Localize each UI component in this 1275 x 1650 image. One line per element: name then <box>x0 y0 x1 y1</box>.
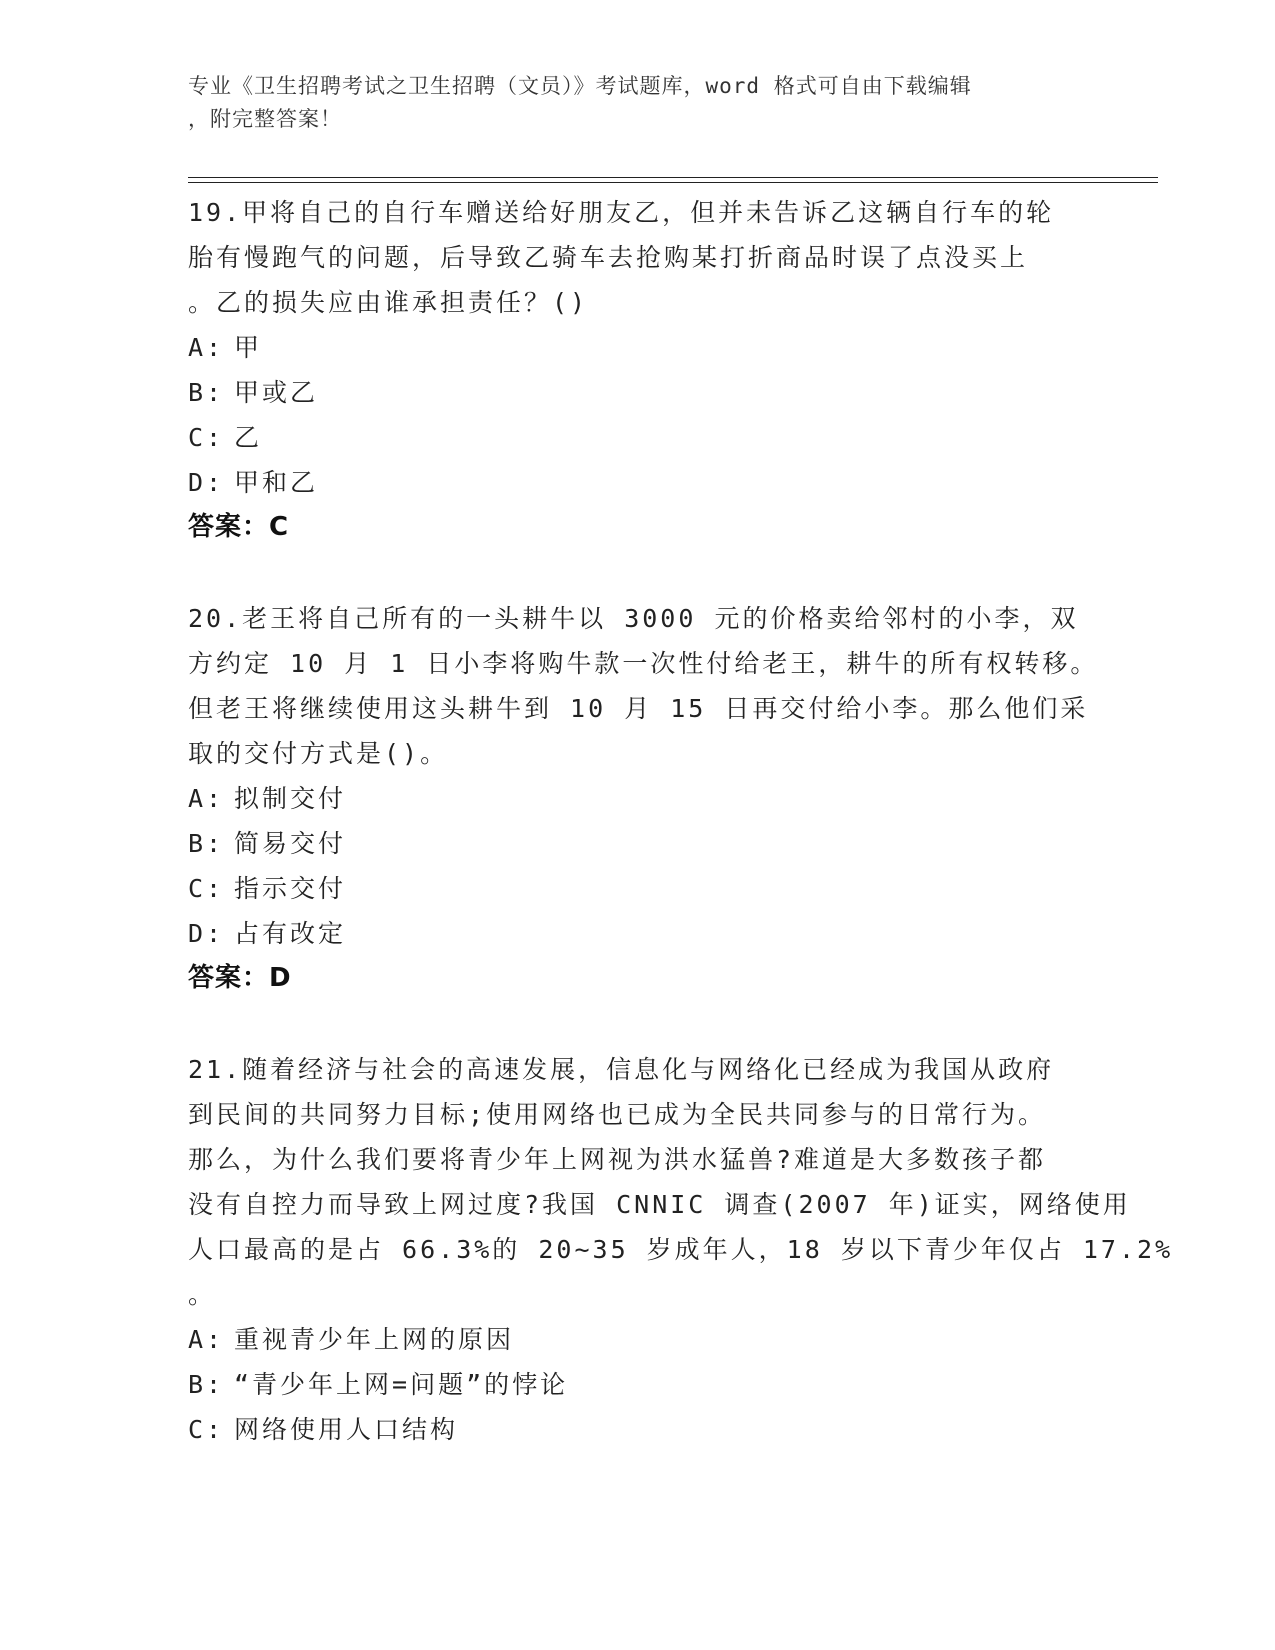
question-spacer <box>188 1001 1088 1047</box>
question-text-line: 21.随着经济与社会的高速发展，信息化与网络化已经成为我国从政府 <box>188 1055 1055 1084</box>
question-text-line: 。乙的损失应由谁承担责任？() <box>188 288 589 317</box>
option-text: 简易交付 <box>234 829 347 858</box>
option-text: 甲 <box>234 333 263 362</box>
question-text-line: 胎有慢跑气的问题，后导致乙骑车去抢购某打折商品时误了点没买上 <box>188 243 1029 272</box>
option-letter: B: <box>188 829 225 858</box>
option-letter: C: <box>188 1415 225 1444</box>
option-letter: B: <box>188 1370 225 1399</box>
header-line-1: 专业《卫生招聘考试之卫生招聘（文员）》考试题库，word 格式可自由下载编辑 <box>188 74 972 98</box>
option-c <box>188 1407 1088 1452</box>
option-b <box>188 1362 1088 1407</box>
header-line-2: ，附完整答案！ <box>188 107 342 131</box>
option-text: 指示交付 <box>234 874 347 903</box>
header-divider-top <box>188 177 1158 178</box>
option-text: 占有改定 <box>234 919 347 948</box>
question-21 <box>188 1047 1174 1452</box>
question-20 <box>188 596 1099 1001</box>
option-b <box>188 370 1088 415</box>
answer-label: 答案：D <box>188 963 292 993</box>
option-letter: A: <box>188 784 225 813</box>
option-letter: D: <box>188 919 225 948</box>
option-text: 甲或乙 <box>234 378 319 407</box>
question-text-line: 19.甲将自己的自行车赠送给好朋友乙，但并未告诉乙这辆自行车的轮 <box>188 198 1055 227</box>
header-divider-bottom <box>188 182 1158 183</box>
option-letter: B: <box>188 378 225 407</box>
option-text: 甲和乙 <box>234 468 319 497</box>
question-text-line: 。 <box>188 1280 217 1309</box>
option-c <box>188 866 1088 911</box>
question-text-line: 没有自控力而导致上网过度?我国 CNNIC 调查(2007 年)证实，网络使用 <box>188 1190 1131 1219</box>
option-letter: A: <box>188 1325 225 1354</box>
question-text-line: 人口最高的是占 66.3%的 20~35 岁成年人，18 岁以下青少年仅占 17.2% <box>188 1235 1174 1264</box>
option-a <box>188 776 1088 821</box>
answer-label: 答案：C <box>188 512 290 542</box>
option-a <box>188 1317 1088 1362</box>
option-d <box>188 460 1088 505</box>
question-spacer <box>188 550 1088 596</box>
question-text-line: 取的交付方式是()。 <box>188 739 449 768</box>
option-text: 拟制交付 <box>234 784 347 813</box>
option-a <box>188 325 1088 370</box>
question-text-line: 20.老王将自己所有的一头耕牛以 3000 元的价格卖给邻村的小李，双 <box>188 604 1079 633</box>
option-text: 网络使用人口结构 <box>234 1415 459 1444</box>
option-text: “青少年上网=问题”的悖论 <box>234 1370 569 1399</box>
option-letter: A: <box>188 333 225 362</box>
option-c <box>188 415 1088 460</box>
question-text-line: 方约定 10 月 1 日小李将购牛款一次性付给老王，耕牛的所有权转移。 <box>188 649 1099 678</box>
option-letter: C: <box>188 423 225 452</box>
option-text: 乙 <box>234 423 263 452</box>
option-b <box>188 821 1088 866</box>
question-list <box>188 190 1174 1452</box>
question-text-line: 那么，为什么我们要将青少年上网视为洪水猛兽?难道是大多数孩子都 <box>188 1145 1047 1174</box>
option-letter: C: <box>188 874 225 903</box>
question-text-line: 到民间的共同努力目标;使用网络也已成为全民共同参与的日常行为。 <box>188 1100 1047 1129</box>
document-header <box>188 70 1068 136</box>
option-d <box>188 911 1088 956</box>
option-text: 重视青少年上网的原因 <box>234 1325 515 1354</box>
question-19 <box>188 190 1088 550</box>
question-text-line: 但老王将继续使用这头耕牛到 10 月 15 日再交付给小李。那么他们采 <box>188 694 1089 723</box>
option-letter: D: <box>188 468 225 497</box>
